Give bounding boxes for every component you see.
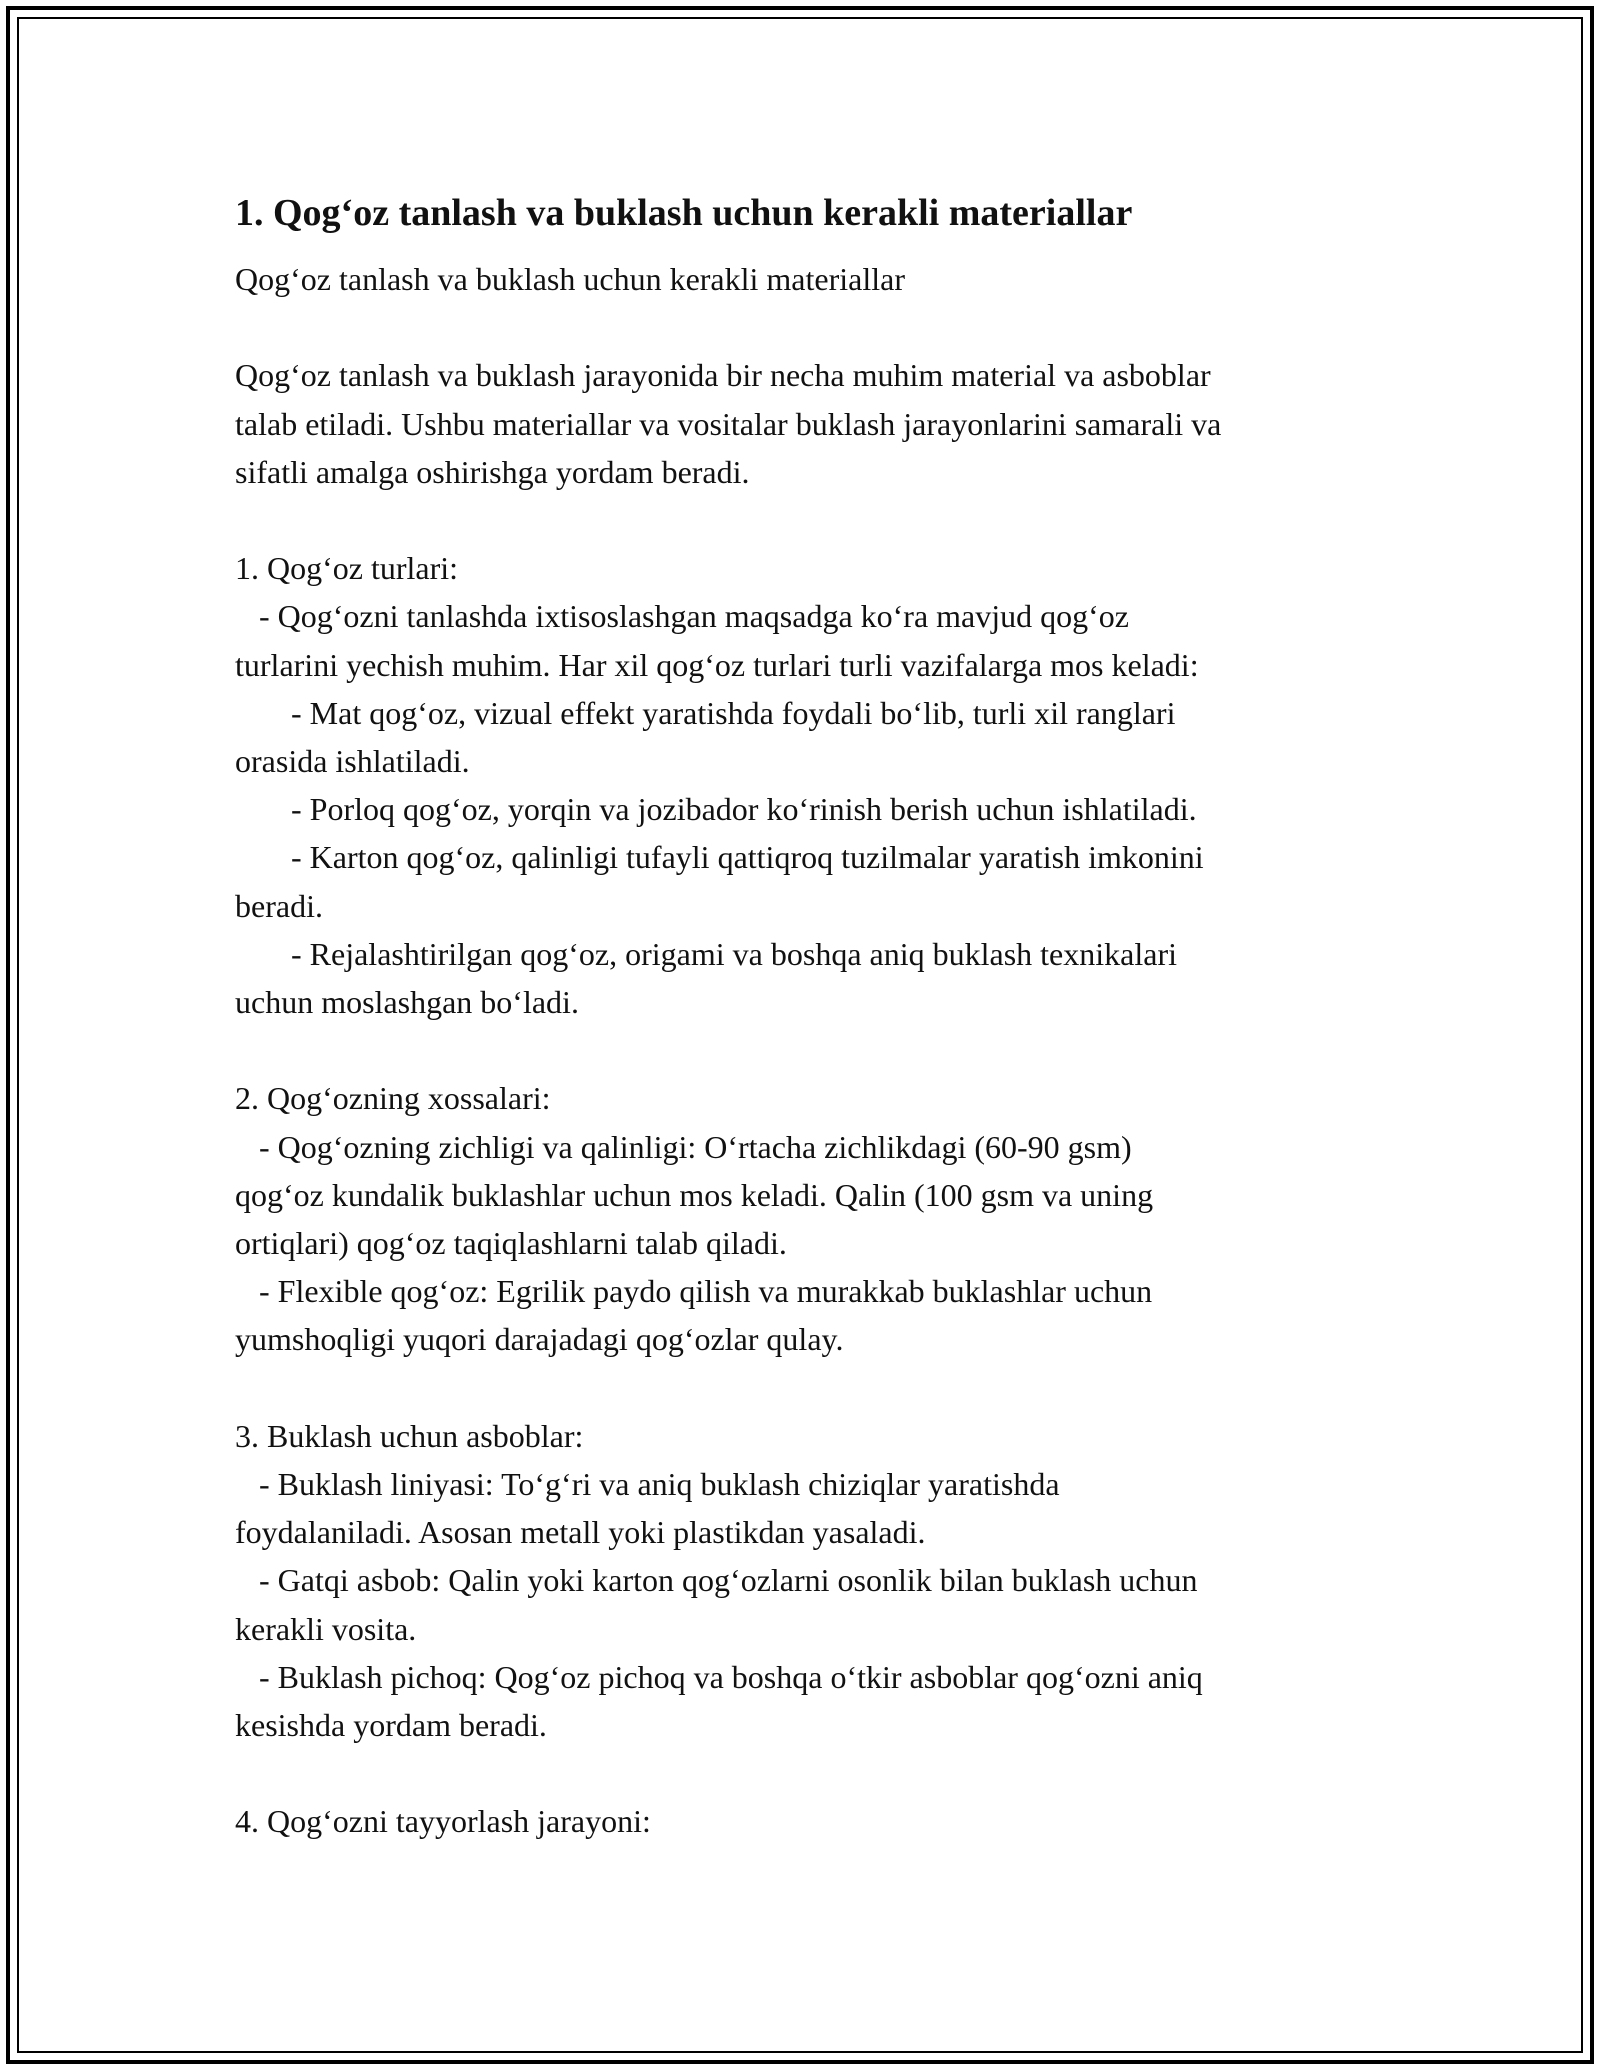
section-heading: 2. Qog‘ozning xossalari: — [235, 1080, 551, 1117]
text-line: - Flexible qog‘oz: Egrilik paydo qilish va murakkab buklashlar uchun — [235, 1273, 1153, 1310]
text-line: - Qog‘ozni tanlashda ixtisoslashgan maqsadga ko‘ra mavjud qog‘oz — [235, 598, 1129, 635]
section-heading: 3. Buklash uchun asboblar: — [235, 1417, 584, 1454]
blank-line — [235, 1364, 1385, 1412]
section-heading: 4. Qog‘ozni tayyorlash jarayoni: — [235, 1803, 651, 1840]
text-line: - Mat qog‘oz, vizual effekt yaratishda foydali bo‘lib, turli xil ranglari — [235, 694, 1176, 731]
blank-line — [235, 496, 1385, 544]
text-line: - Porloq qog‘oz, yorqin va jozibador ko‘rinish berish uchun ishlatiladi. — [235, 791, 1197, 828]
text-line: orasida ishlatiladi. — [235, 743, 470, 779]
text-line: qog‘oz kundalik buklashlar uchun mos keladi. Qalin (100 gsm va uning — [235, 1176, 1154, 1213]
text-line: - Buklash pichoq: Qog‘oz pichoq va boshqa o‘tkir asboblar qog‘ozni aniq — [235, 1658, 1203, 1695]
blank-line — [235, 1026, 1385, 1074]
blank-line — [235, 303, 1385, 351]
blank-line — [235, 1749, 1385, 1797]
text-line: turlarini yechish muhim. Har xil qog‘oz turlari turli vazifalarga mos keladi: — [235, 646, 1199, 683]
section-heading: 1. Qog‘oz turlari: — [235, 550, 459, 587]
text-line: - Qog‘ozning zichligi va qalinligi: O‘rtacha zichlikdagi (60-90 gsm) — [235, 1128, 1132, 1165]
text-line: talab etiladi. Ushbu materiallar va vositalar buklash jarayonlarini samarali va — [235, 405, 1222, 442]
text-line: sifatli amalga oshirishga yordam beradi. — [235, 453, 750, 490]
text-line: uchun moslashgan bo‘ladi. — [235, 984, 579, 1021]
text-line: Qog‘oz tanlash va buklash jarayonida bir necha muhim material va asboblar — [235, 357, 1211, 394]
text-line: kerakli vosita. — [235, 1610, 417, 1647]
document-title: 1. Qog‘oz tanlash va buklash uchun kerakli materiallar — [235, 192, 1133, 234]
text-lines — [235, 255, 1385, 1846]
document-body — [235, 185, 1385, 1846]
text-line: Qog‘oz tanlash va buklash uchun kerakli materiallar — [235, 261, 905, 297]
text-line: - Karton qog‘oz, qalinligi tufayli qattiqroq tuzilmalar yaratish imkonini — [235, 839, 1204, 876]
text-line: - Buklash liniyasi: To‘g‘ri va aniq buklash chiziqlar yaratishda — [235, 1466, 1060, 1503]
text-line: yumshoqligi yuqori darajadagi qog‘ozlar qulay. — [235, 1321, 844, 1358]
text-line: kesishda yordam beradi. — [235, 1707, 547, 1744]
text-line: - Rejalashtirilgan qog‘oz, origami va boshqa aniq buklash texnikalari — [235, 935, 1177, 972]
text-line: beradi. — [235, 887, 323, 924]
text-line: - Gatqi asbob: Qalin yoki karton qog‘ozlarni osonlik bilan buklash uchun — [235, 1562, 1198, 1599]
text-line: foydalaniladi. Asosan metall yoki plastikdan yasaladi. — [235, 1514, 926, 1551]
text-line: ortiqlari) qog‘oz taqiqlashlarni talab qiladi. — [235, 1225, 787, 1262]
